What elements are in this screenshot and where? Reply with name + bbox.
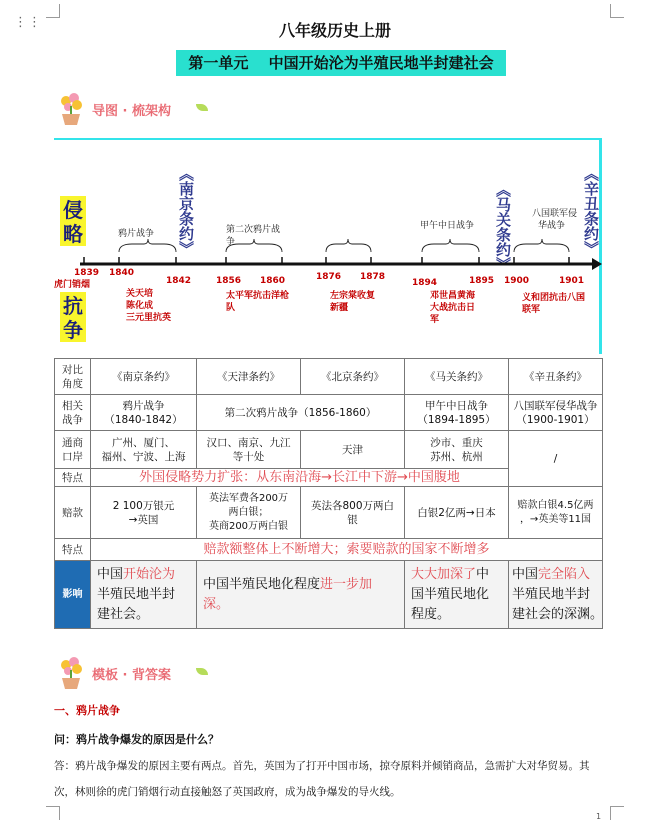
table-cell: 《南京条约》 (91, 359, 197, 395)
drag-handle-icon[interactable]: ⋮⋮ (14, 15, 42, 30)
page-title: 八年级历史上册 (278, 21, 391, 40)
resistance-deng: 邓世昌黄海 (430, 291, 476, 301)
resistance-deng: 军 (430, 315, 440, 325)
subsection-heading: 一、鸦片战争 (54, 704, 120, 717)
section-header-map (54, 92, 254, 126)
influence-header: 影响 (55, 561, 91, 629)
table-row (55, 395, 603, 431)
war-second-opium-2: 争 (226, 237, 236, 247)
resist-char-1: 抗 (63, 294, 83, 318)
page-corner-mark (610, 4, 624, 18)
year-label: 1876 (316, 272, 342, 282)
resistance-boxer: 联军 (522, 305, 541, 315)
table-row (55, 539, 603, 561)
year-label: 1878 (360, 272, 386, 282)
row-header: 特点 (55, 539, 91, 561)
section-header-template (54, 656, 254, 690)
table-cell: 沙市、重庆 苏州、杭州 (405, 431, 509, 469)
year-label: 1856 (216, 276, 242, 286)
table-cell: 赔款白银4.5亿两 ，→英美等11国 (509, 487, 603, 539)
table-cell: 鸦片战争 （1840-1842） (91, 395, 197, 431)
table-cell: 白银2亿两→日本 (405, 487, 509, 539)
page-corner-mark (46, 4, 60, 18)
table-cell: 天津 (301, 431, 405, 469)
table-cell: 英法各800万两白 银 (301, 487, 405, 539)
flower-pot-icon (56, 656, 86, 690)
invade-char-2: 略 (63, 222, 83, 246)
table-cell: 汉口、南京、九江 等十处 (197, 431, 301, 469)
treaty-xinchou: 《辛丑条约》 (582, 166, 600, 256)
war-second-opium: 第二次鸦片战 (226, 225, 281, 235)
page-corner-mark (610, 806, 624, 820)
table-cell: / (509, 431, 603, 487)
flower-pot-icon (56, 92, 86, 126)
page-corner-mark (46, 806, 60, 820)
feature-text: 外国侵略势力扩张：从东南沿海→长江中下游→中国腹地 (91, 469, 509, 487)
war-eight-nation-2: 华战争 (538, 221, 566, 231)
year-label: 1894 (412, 278, 438, 288)
table-cell: 《天津条约》 (197, 359, 301, 395)
resistance-opium: 关天培 (126, 289, 154, 299)
resistance-boxer: 义和团抗击八国 (522, 293, 586, 303)
leaf-icon (196, 668, 208, 675)
influence-cell: 大大加深了中 国半殖民地化 程度。 (405, 561, 509, 629)
table-cell: 甲午中日战争 （1894-1895） (405, 395, 509, 431)
row-header: 特点 (55, 469, 91, 487)
invade-char-1: 侵 (63, 198, 83, 222)
influence-cell: 中国开始沦为 半殖民地半封 建社会。 (91, 561, 197, 629)
leaf-icon (196, 104, 208, 111)
row-header: 相关 战争 (55, 395, 91, 431)
resistance-zuo: 左宗棠收复 (330, 291, 376, 301)
table-cell: 第二次鸦片战争（1856-1860） (197, 395, 405, 431)
year-label: 1839 (74, 268, 100, 278)
table-cell: 广州、厦门、 福州、宁波、上海 (91, 431, 197, 469)
year-label: 1895 (469, 276, 495, 286)
resistance-taiping: 队 (226, 303, 236, 313)
resistance-humen: 虎门销烟 (54, 280, 91, 290)
resistance-taiping: 太平军抗击洋枪 (226, 291, 290, 301)
feature-text: 赔款额整体上不断增大；索要赔款的国家不断增多 (91, 539, 603, 561)
table-cell: 《马关条约》 (405, 359, 509, 395)
table-cell: 《北京条约》 (301, 359, 405, 395)
table-row (55, 359, 603, 395)
table-cell: 英法军费各200万 两白银； 英商200万两白银 (197, 487, 301, 539)
war-eight-nation: 八国联军侵 (532, 209, 578, 219)
resistance-opium: 陈化成 (126, 301, 154, 311)
influence-cell: 中国半殖民地化程度进一步加 深。 (197, 561, 405, 629)
war-opium: 鸦片战争 (118, 229, 155, 239)
year-label: 1842 (166, 276, 192, 286)
unit-title: 第一单元 中国开始沦为半殖民地半封建社会 (176, 50, 506, 76)
table-row (55, 487, 603, 539)
section-title: 模板 · 背答案 (92, 668, 171, 683)
answer-text: 答：鸦片战争爆发的原因主要有两点。首先，英国为了打开中国市场，掠夺原料并倾销商品，急需扩大对华贸易。其次，林则徐的虎门销烟行动直接触怒了英国政府，成为战争爆发的导火线。 (54, 760, 590, 798)
war-sino-japanese: 甲午中日战争 (420, 221, 475, 231)
treaty-nanjing: 《南京条约》 (177, 166, 195, 256)
treaty-comparison-table (54, 358, 603, 629)
table-cell: 《辛丑条约》 (509, 359, 603, 395)
table-row (55, 431, 603, 469)
resist-char-2: 争 (63, 318, 83, 342)
table-cell: 2 100万银元 →英国 (91, 487, 197, 539)
row-header: 赔款 (55, 487, 91, 539)
year-label: 1901 (559, 276, 585, 286)
question-text: 问：鸦片战争爆发的原因是什么？ (54, 733, 219, 746)
resistance-opium: 三元里抗英 (126, 313, 172, 323)
treaty-maguan: 《马关条约》 (494, 182, 512, 272)
section-title: 导图 · 梳架构 (92, 104, 171, 119)
resistance-deng: 大战抗击日 (430, 303, 476, 313)
resistance-zuo: 新疆 (330, 303, 349, 313)
timeline-diagram (54, 138, 602, 354)
year-label: 1840 (109, 268, 135, 278)
year-label: 1900 (504, 276, 530, 286)
year-label: 1860 (260, 276, 286, 286)
table-cell: 八国联军侵华战争 （1900-1901） (509, 395, 603, 431)
row-header: 通商 口岸 (55, 431, 91, 469)
table-row (55, 561, 603, 629)
page-number: 1 (596, 812, 602, 821)
influence-cell: 中国完全陷入 半殖民地半封 建社会的深渊。 (509, 561, 603, 629)
row-header: 对比 角度 (55, 359, 91, 395)
